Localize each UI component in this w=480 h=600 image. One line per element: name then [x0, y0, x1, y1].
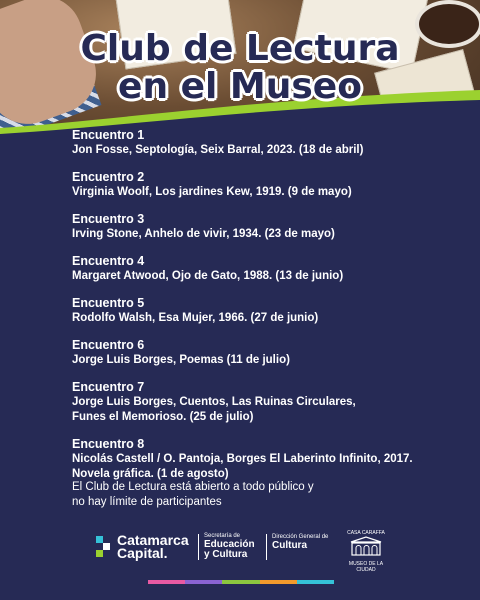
encuentro-desc: Novela gráfica. (1 de agosto) [72, 468, 229, 480]
encuentro-desc: Jorge Luis Borges, Cuentos, Las Ruinas Circulares, [72, 396, 356, 408]
direccion-cultura-logo [272, 534, 328, 551]
encuentro-title: Encuentro 7 [72, 380, 145, 394]
encuentro-desc: Rodolfo Walsh, Esa Mujer, 1966. (27 de junio) [72, 312, 319, 324]
title-line-2: en el Museo [118, 66, 362, 107]
page-title [0, 30, 480, 106]
title-line-1: Club de Lectura [80, 28, 400, 69]
encuentro-title: Encuentro 5 [72, 296, 145, 310]
logo-divider [198, 534, 199, 560]
museum-building-icon [349, 536, 383, 556]
encuentro-title: Encuentro 1 [72, 128, 145, 142]
note-line-1: El Club de Lectura está abierto a todo público y [72, 481, 314, 493]
encuentro-desc: Irving Stone, Anhelo de vivir, 1934. (23 de mayo) [72, 228, 335, 240]
encuentro-title: Encuentro 8 [72, 437, 145, 451]
encuentro-title: Encuentro 6 [72, 338, 145, 352]
direccion-small: Dirección General de [272, 534, 329, 540]
secretaria-small: Secretaría de [204, 533, 241, 539]
catamarca-line-2: Capital. [117, 545, 168, 561]
secretaria-big-1: Educación [204, 539, 255, 550]
encuentro-desc: Jon Fosse, Septología, Seix Barral, 2023. (18 de abril) [72, 144, 364, 156]
secretaria-big-2: y Cultura [204, 549, 248, 560]
encuentro-title: Encuentro 4 [72, 254, 145, 268]
casa-bottom: MUSEO DE LA CIUDAD [348, 561, 384, 573]
encuentro-title: Encuentro 3 [72, 212, 145, 226]
color-segment-purple [185, 580, 222, 584]
catamarca-line-1: Catamarca [117, 532, 189, 548]
color-segment-green [222, 580, 259, 584]
logo-divider [266, 534, 267, 560]
list-item [72, 437, 452, 482]
color-segment-pink [148, 580, 185, 584]
encuentro-desc: Margaret Atwood, Ojo de Gato, 1988. (13 de junio) [72, 270, 344, 282]
list-item [72, 170, 452, 200]
direccion-big: Cultura [272, 540, 307, 551]
list-item [72, 296, 452, 326]
casa-caraffa-logo [346, 530, 386, 573]
encuentro-title: Encuentro 2 [72, 170, 145, 184]
encuentro-desc: Virginia Woolf, Los jardines Kew, 1919. (9 de mayo) [72, 186, 352, 198]
encuentro-desc: Nicolás Castell / O. Pantoja, Borges El Laberinto Infinito, 2017. [72, 453, 413, 465]
list-item [72, 212, 452, 242]
color-segment-cyan [297, 580, 334, 584]
list-item [72, 380, 452, 425]
list-item [72, 338, 452, 368]
secretaria-logo [204, 533, 255, 560]
color-segment-orange [260, 580, 297, 584]
participation-note [72, 480, 372, 510]
encuentro-desc: Jorge Luis Borges, Poemas (11 de julio) [72, 354, 290, 366]
list-item [72, 128, 452, 158]
encuentro-desc: Funes el Memorioso. (25 de julio) [72, 411, 254, 423]
list-item [72, 254, 452, 284]
casa-top: CASA CARAFFA [347, 530, 385, 536]
catamarca-capital-logo [96, 534, 189, 560]
note-line-2: no hay límite de participantes [72, 496, 222, 508]
color-bar [148, 580, 334, 584]
catamarca-mark-icon [96, 536, 112, 558]
sponsor-logos [96, 530, 396, 573]
encuentros-list [72, 128, 452, 494]
